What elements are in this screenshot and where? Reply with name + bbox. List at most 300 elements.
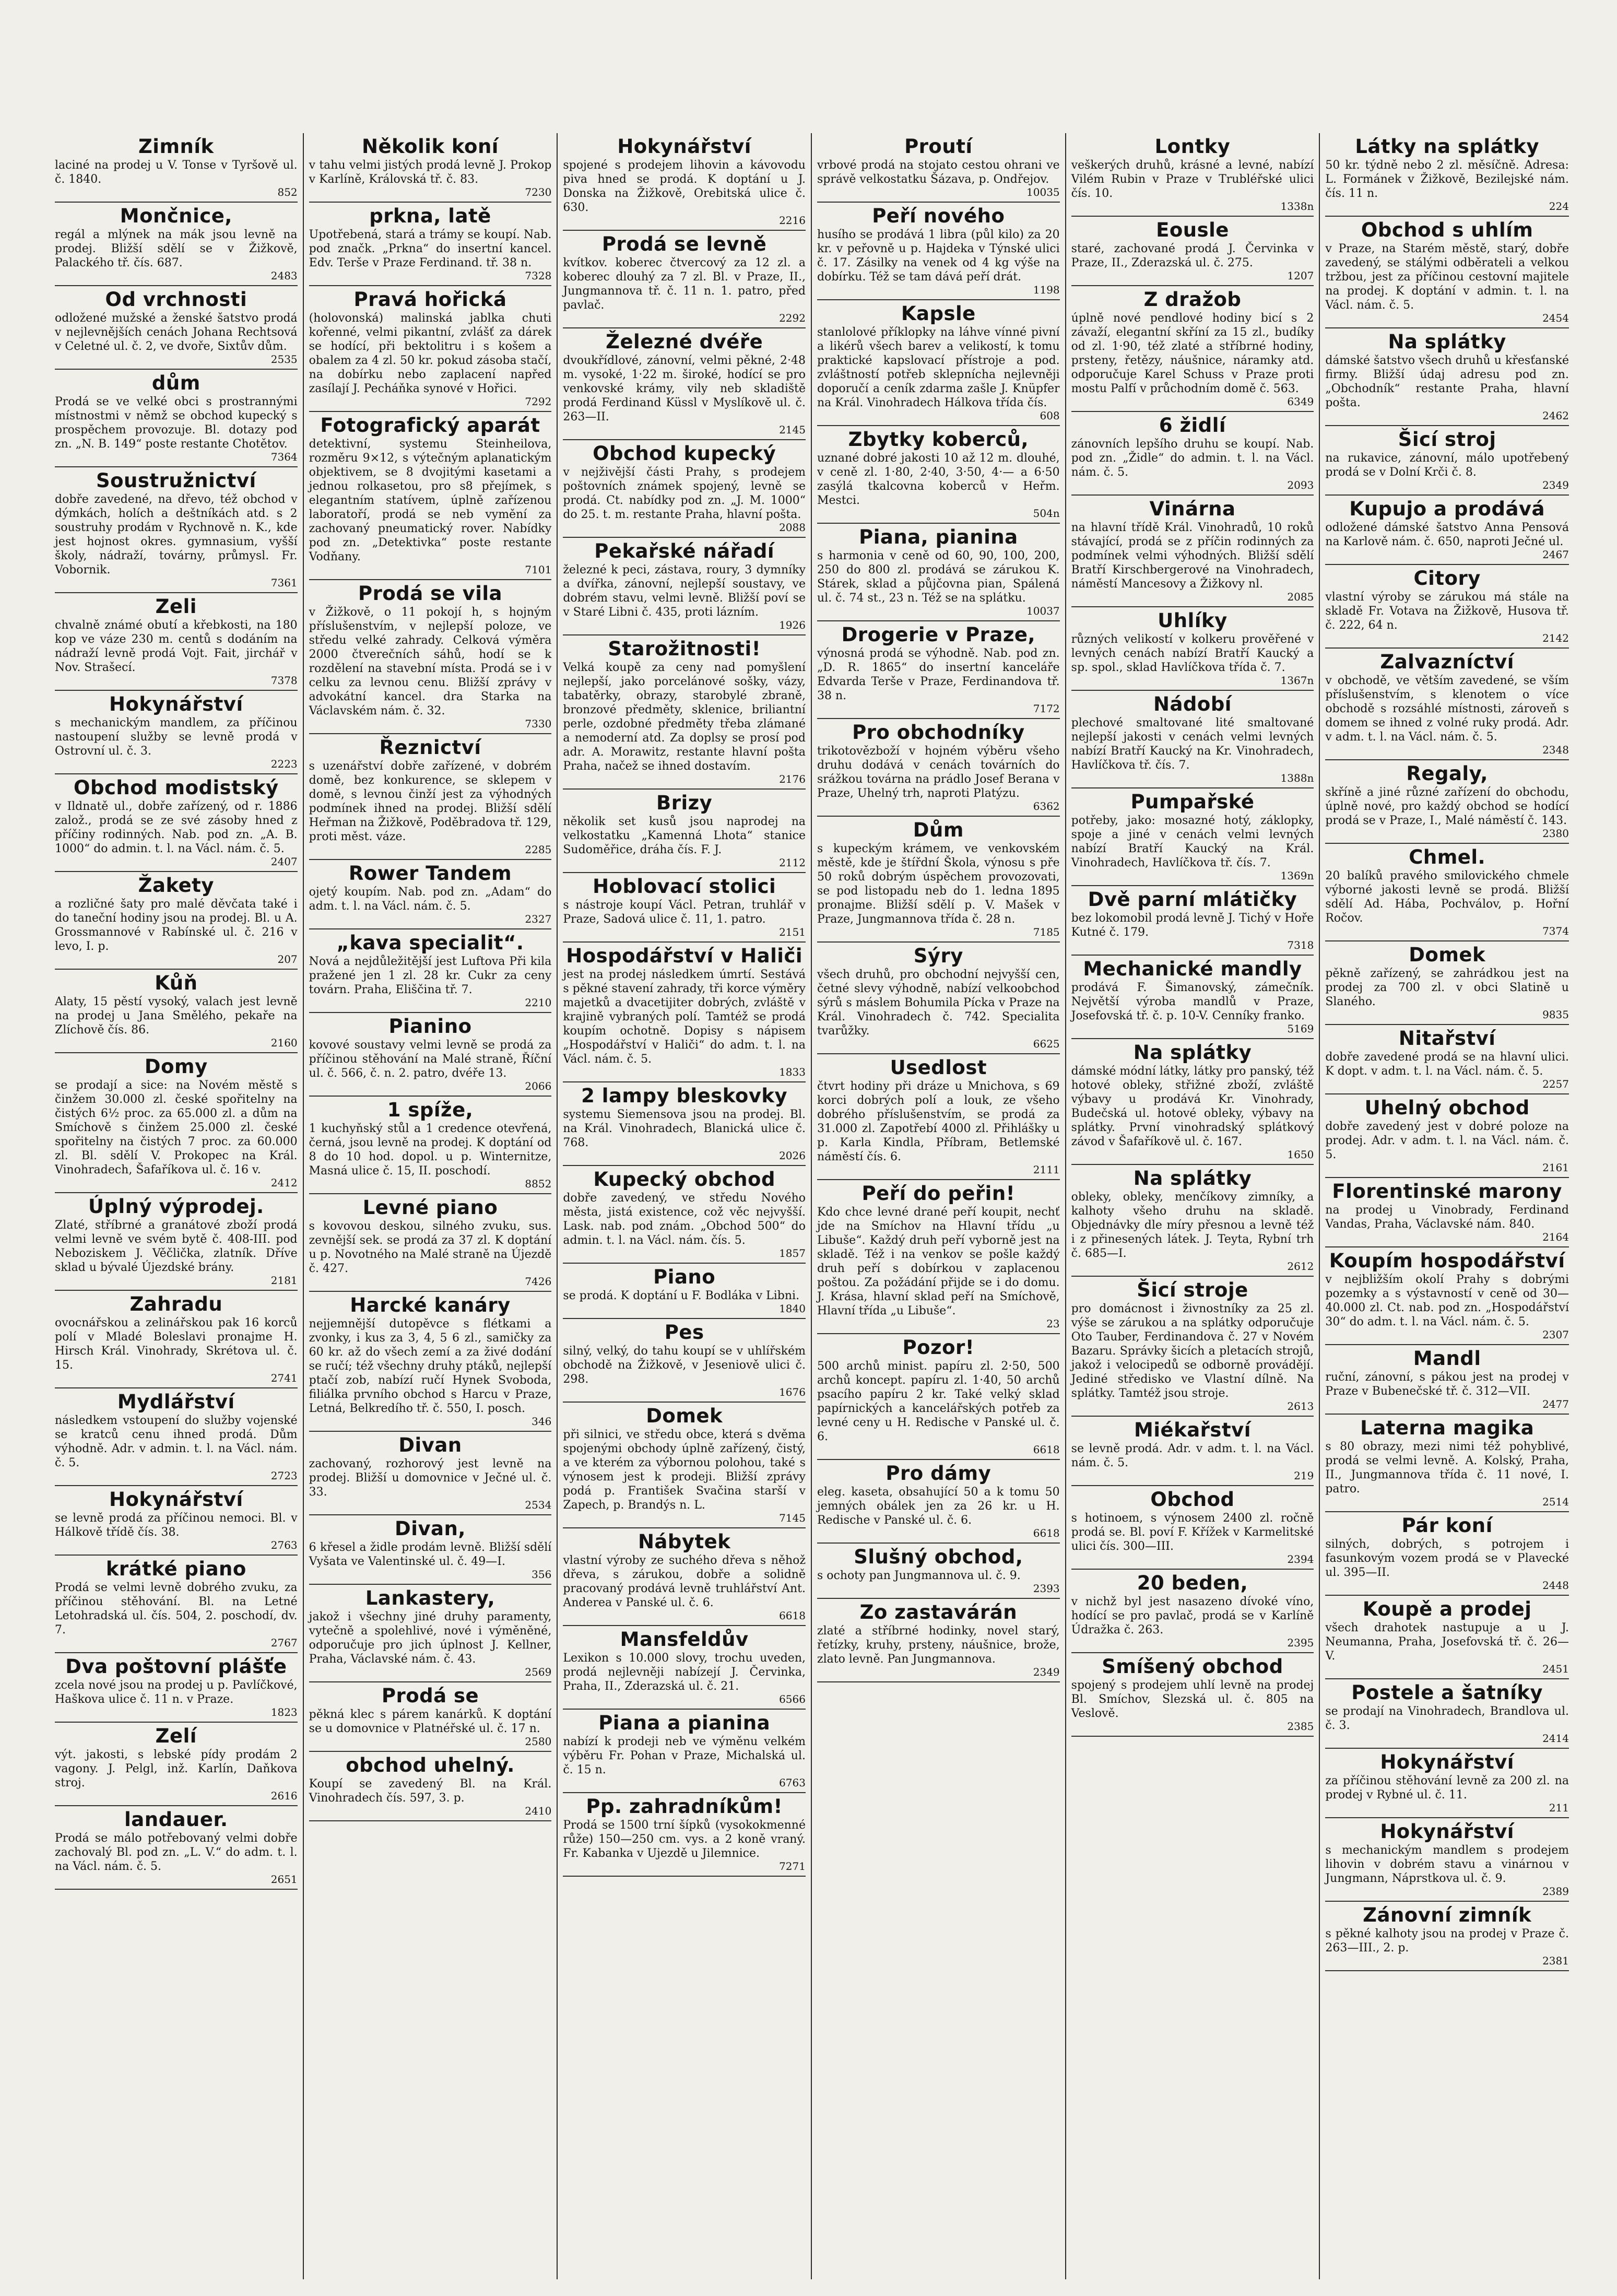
ad-heading: Žakety [138, 874, 214, 897]
ad-body: s harmonia v ceně od 60, 90, 100, 200, 250 do 800 zl. prodává se zárukou K. Stárek, sklad a půjčovna pian, Spálená ul. č. 74 st., 23 n. Též se na splátku. [817, 549, 1060, 605]
ad-heading: Mončnice, [120, 205, 232, 227]
classified-ad [563, 1082, 806, 1166]
ad-body: dvoukřídlové, zánovní, velmi pěkné, 2·48 m. vysoké, 1·22 m. široké, hodící se pro venkovské krámy, vily neb skladiště prodá Ferdinand Küssl v Myslíkově ul. č. 263—II. [563, 354, 806, 423]
ad-heading: Miékařství [1134, 1419, 1251, 1441]
classified-ad [1071, 956, 1314, 1039]
ad-heading: Pp. zahradníkům! [586, 1795, 783, 1818]
ad-heading: Šicí stroje [1137, 1279, 1248, 1301]
ad-code: 2569 [525, 1666, 552, 1678]
ad-heading: Pro dámy [886, 1462, 992, 1485]
ad-heading: Na splátky [1388, 331, 1506, 353]
ad-heading: Hokynářství [1380, 1820, 1514, 1843]
ad-body: jakož i všechny jiné druhy paramenty, vytečně a spolehlivé, nové i výměněné, odporučuje pro jich úplnost J. Kellner, Praha, Václavské nám. č. 43. [309, 1610, 552, 1666]
classified-ad [309, 860, 552, 929]
ad-heading: Řeznictví [379, 736, 481, 759]
ad-body: v nejbližším okolí Prahy s dobrými pozemky a s výstavností v ceně od 30—40.000 zl. Ct. nab. pod zn. „Hospodářství 30“ do adm. t. l. na Václ. nám. č. 5. [1325, 1273, 1569, 1328]
ad-code: 2395 [1287, 1636, 1314, 1649]
ad-body: se prodají na Vinohradech, Brandlova ul. č. 3. [1325, 1705, 1569, 1732]
ad-body: chvalně známé obutí a křebkosti, na 180 kop ve váze 230 m. centů s dodáním na nádraží levně prodá Vojt. Fait, jirchář v Nov. Strašecí. [55, 619, 298, 674]
ad-heading: Zelí [155, 1725, 197, 1747]
ad-code: 2327 [525, 913, 552, 925]
ad-column [558, 133, 812, 2279]
ad-heading: Zalvazníctví [1380, 651, 1514, 673]
classified-ad [563, 873, 806, 943]
ad-heading: Starožitnosti! [608, 638, 761, 660]
ad-body: 1 kuchyňský stůl a 1 credence otevřená, černá, jsou levně na prodej. K doptání od 8 do 10 hod. dopol. u p. Winternitze, Masná ulice č. 15, II. poschodí. [309, 1122, 552, 1178]
ad-heading: Sýry [913, 945, 963, 967]
ad-code: 6566 [779, 1693, 806, 1705]
ad-body: v Žižkově, o 11 pokojí h, s hojným příslušenstvím, v nejlepší poloze, ve středu velké zahrady. Celková výměra 2000 čtverečních sáhů, hodí se k rozdělení na stavební místa. Prodá se i v celku za levnou cenu. Bližší zprávy v advokátní kancel. dra Starka na Václavském nám. č. 32. [309, 606, 552, 717]
ad-body: s 80 obrazy, mezi nimi též pohyblivé, prodá se velmi levně. A. Kolský, Praha, II., Jungmannova třída č. 11 nové, I. patro. [1325, 1440, 1569, 1496]
classified-ad [817, 943, 1060, 1054]
classified-ad [1325, 426, 1569, 496]
ad-code: 2145 [779, 423, 806, 436]
classified-ad [563, 1264, 806, 1319]
classified-ad [817, 524, 1060, 621]
ad-body: regál a mlýnek na mák jsou levně na prodej. Bližší sdělí se v Žižkově, Palackého tř. čís. 687. [55, 228, 298, 269]
ad-body: 50 kr. týdně nebo 2 zl. měsíčně. Adresa: L. Formánek v Žižkově, Bezilejské nám. čís. 11 n. [1325, 159, 1569, 200]
ad-body: nabízí k prodeji neb ve výměnu velkém výběru Fr. Pohan v Praze, Michalská ul. č. 15 n. [563, 1735, 806, 1776]
ad-heading: Pár koní [1401, 1514, 1493, 1537]
ad-code: 6763 [779, 1776, 806, 1789]
ad-heading: Z dražob [1143, 288, 1242, 311]
ad-heading: Divan [398, 1434, 462, 1456]
ad-code: 207 [277, 953, 298, 966]
ad-body: Lexikon s 10.000 slovy, trochu uveden, prodá nejlevněji nabízejí J. Červinka, Praha, II., Zderazská ul. č. 21. [563, 1652, 806, 1693]
classified-ad [563, 635, 806, 790]
ad-code: 7330 [525, 717, 552, 730]
ad-code: 6362 [1033, 800, 1060, 813]
classified-ad [563, 1793, 806, 1877]
classified-ad [563, 133, 806, 231]
ad-body: výnosná prodá se výhodně. Nab. pod zn. „D. R. 1865“ do insertní kanceláře Edvarda Terše v Praze, Ferdinandova tř. 38 n. [817, 647, 1060, 702]
classified-ad [309, 929, 552, 1013]
ad-body: Alaty, 15 pěstí vysoký, valach jest levně na prodej u Jana Smělého, pekaře na Zlíchově čís. 86. [55, 995, 298, 1037]
classified-ad [309, 412, 552, 580]
ad-code: 504n [1033, 507, 1060, 520]
ad-code: 10035 [1026, 186, 1060, 198]
ad-heading: Pumpařské [1130, 791, 1255, 813]
ad-heading: Uhlíky [1158, 609, 1227, 632]
classified-ad [1071, 286, 1314, 412]
ad-heading: Smíšený obchod [1102, 1655, 1283, 1678]
ad-heading: Citory [1413, 567, 1481, 590]
ad-code: 5169 [1287, 1022, 1314, 1035]
ad-code: 7318 [1287, 939, 1314, 951]
ad-body: v Praze, na Starém městě, starý, dobře zavedený, se stálými odběrateli a velkou tržbou, jest za příčinou cestovní majitele na prodej. K doptání v admin. t. l. na Václ. nám. č. 5. [1325, 242, 1569, 312]
ad-code: 2616 [270, 1789, 298, 1802]
classified-ad [309, 1752, 552, 1821]
classified-ad [55, 1486, 298, 1556]
classified-ad [309, 734, 552, 860]
classified-ad [1325, 565, 1569, 649]
ad-heading: Hokynářství [1380, 1751, 1514, 1773]
ad-body: silných, dobrých, s potrojem i fasunkovým vozem prodá se v Plavecké ul. 395—II. [1325, 1538, 1569, 1579]
ad-body: Prodá se velmi levně dobrého zvuku, za příčinou stěhování. Bl. na Letné Letohradská ul. čís. 504, 2. poschodí, dv. 7. [55, 1581, 298, 1636]
ad-body: pěkná klec s párem kanárků. K doptání se u domovnice v Platnéřské ul. č. 17 n. [309, 1708, 552, 1735]
ad-body: Velká koupě za ceny nad pomyšlení nejlepší, jako porcelánové sošky, vázy, tabatěrky, obrazy, starobylé zbraně, bronzové předměty, sklenice, briliantní perle, ozdobné předměty třeba zlámané a nemoderní atd. Za doplsy se prosí pod adr. A. Morawitz, restante hlavní pošta Praha, načež se ihned dostavím. [563, 661, 806, 773]
classified-ad [1071, 1570, 1314, 1653]
ad-heading: Pozor! [902, 1336, 975, 1359]
ad-code: 2181 [270, 1274, 298, 1287]
ad-body: Nová a nejdůležitější jest Luftova Při kila pražené jen 1 zl. 28 kr. Cukr za ceny továrn. Praha, Eliščina tř. 7. [309, 955, 552, 996]
ad-heading: Prodá se vila [358, 582, 503, 605]
ad-body: Prodá se ve velké obci s prostrannými místnostmi v němž se obchod kupecký s prospěchem provozuje. Bl. dotazy pod zn. „N. B. 149“ poste restante Chotětov. [55, 395, 298, 451]
classified-ad [1325, 941, 1569, 1025]
ad-heading: Šicí stroj [1398, 428, 1496, 451]
ad-code: 346 [532, 1415, 552, 1428]
ad-body: s kupeckým krámem, ve venkovském městě, kde je štířdní Škola, výnosu s pře 50 roků dobrým úspěchem provozovati, se pod listopadu neb do 1. ledna 1895 pronajme. Bližší sdělí p. V. Mašek v Praze, Jungmannova třída č. 28 n. [817, 842, 1060, 926]
ad-code: 2767 [270, 1636, 298, 1649]
ad-code: 7292 [525, 395, 552, 408]
ad-body: se prodá. K doptání u F. Bodláka v Libni. [563, 1289, 800, 1302]
ad-body: dobře zavedené, na dřevo, též obchod v dýmkách, holích a deštníkách atd. s 2 soustruhy prodám v Rychnově n. K., kde jest hojnost okres. gymnasium, vyšší školy, nádraží, továrny, průmysl. Fr. Vobornik. [55, 493, 298, 576]
ad-body: 6 křesel a židle prodám levně. Bližší sdělí Vyšata ve Valentinské ul. č. 49—I. [309, 1541, 552, 1568]
classified-ad [1325, 1025, 1569, 1094]
ad-body: odložené mužské a ženské šatstvo prodá v nejlevnějších cenách Johana Rechtsová v Celetné ul. č. 2, ve dvoře, Sixtův dům. [55, 312, 298, 353]
ad-heading: Regaly, [1406, 762, 1488, 785]
classified-ad [309, 1585, 552, 1682]
ad-body: kovové soustavy velmi levně se prodá za příčinou stěhování na Malé straně, Říční ul. č. 566, č. n. 2. patro, dvéře 13. [309, 1039, 552, 1080]
ad-code: 2412 [270, 1176, 298, 1189]
ad-heading: Piano [653, 1266, 716, 1288]
ad-code: 2257 [1542, 1078, 1569, 1090]
ad-code: 1198 [1033, 284, 1060, 296]
ad-body: úplně nové pendlové hodiny bicí s 2 závaží, elegantní skříní za 15 zl., budíky od zl. 1·90, též zlaté a stříbrné hodiny, prsteny, řetězy, náušnice, náramky atd. odporučuje Karel Schuss v Praze proti mostu Palfí v průchodním domě č. 563. [1071, 312, 1314, 395]
ad-body: (holovonská) malinská jablka chuti kořenné, velmi pikantní, zvlášť za dárek se hodící, při bektolitru i s košem a obalem za 4 zl. 50 kr. pokud zásoba stačí, na dobírku nebo zaplacení napřed zasílají J. Pecháňka synové v Hořici. [309, 312, 552, 395]
ad-code: 2164 [1542, 1231, 1569, 1243]
ad-body: prodává F. Šimanovský, zámečník. Největší výroba mandlů v Praze, Josefovská tř. č. p. 10-V. Cenníky franko. [1071, 981, 1314, 1022]
ad-body: jest na prodej následkem úmrtí. Sestává s pěkné stavení zahrady, tři korce výměry majetků a dvacetijiter dobrých, zvláště v krajině vybraných polí. Tamtéž se prodá koupím ochotně. Dopisy s nápisem „Hospodářství v Haliči“ do adm. t. l. na Václ. nám. č. 5. [563, 968, 806, 1066]
ad-code: 9835 [1542, 1008, 1569, 1021]
ad-code: 1857 [779, 1247, 806, 1259]
classified-ad [1071, 412, 1314, 496]
ad-code: 2407 [270, 855, 298, 868]
ad-code: 608 [1040, 409, 1060, 422]
ad-code: 2394 [1287, 1553, 1314, 1565]
newspaper-page [50, 133, 1574, 2279]
ad-heading: Mydlářství [117, 1391, 235, 1413]
ad-body: v Ildnatě ul., dobře zařízený, od r. 1886 založ., prodá se ze své zásoby hned z příčiny rodinných. Nab. pod zn. „A. B. 1000“ do admin. t. l. na Václ. nám. č. 5. [55, 800, 298, 855]
ad-code: 2651 [270, 1873, 298, 1886]
ad-heading: Piana, pianina [859, 526, 1018, 548]
ad-body: uznané dobré jakosti 10 až 12 m. dlouhé, v ceně zl. 1·80, 2·40, 3·50, 4·— a 6·50 zasýlá tkalcovna koberců v Heřm. Mestci. [817, 452, 1060, 507]
ad-body: dámské módní látky, látky pro panský, též hotové obleky, střižné zboží, zvláště výbavy u prodává Kr. Vinohrady, Budečská ul. hotové obleky, výbavy na splátky. První vinohradský splátkový závod v Šafaříkově ul. č. 167. [1071, 1065, 1314, 1148]
classified-ad [55, 691, 298, 774]
ad-code: 1676 [779, 1386, 806, 1398]
ad-heading: Obchod modistský [74, 776, 279, 799]
ad-body: čtvrt hodiny při dráze u Mnichova, s 69 korci dobrých polí a louk, ze všeho dobrého příslušenstvím, se prodá za 31.000 zl. Zapotřebí 4000 zl. Přihlášky u p. Karla Kindla, Příbram, Betlemské náměstí čís. 6. [817, 1080, 1060, 1163]
ad-body: železné k peci, zástava, roury, 3 dymníky a dvířka, zánovní, nejlepší soustavy, ve dobrém stavu, velmi levně. Bližší poví se v Staré Libni č. 435, proti lázním. [563, 563, 806, 619]
ad-code: 356 [532, 1568, 552, 1581]
ad-body: výt. jakosti, s lebské pídy prodám 2 vagony. J. Pelgl, inž. Karlín, Daňkova stroj. [55, 1748, 298, 1789]
ad-heading: Postele a šatníky [1351, 1681, 1543, 1704]
ad-code: 1823 [270, 1706, 298, 1718]
ad-code: 2093 [1287, 479, 1314, 491]
ad-heading: Levné piano [362, 1196, 498, 1219]
ad-code: 2026 [779, 1149, 806, 1162]
classified-ad [55, 1556, 298, 1653]
ad-column [304, 133, 558, 2279]
ad-code: 1926 [779, 619, 806, 631]
classified-ad [1325, 1749, 1569, 1818]
ad-body: pěkně zařízený, se zahrádkou jest na prodej za 700 zl. v obci Slatině u Slaného. [1325, 967, 1569, 1008]
ad-code: 2454 [1542, 312, 1569, 324]
ad-body: s mechanickým mandlem s prodejem lihovin v dobrém stavu a vinárnou v Jungmann, Náprstkova ul. č. 9. [1325, 1844, 1569, 1885]
classified-ad [309, 1682, 552, 1752]
ad-body: všech drahotek nastupuje a u J. Neumanna, Praha, Josefovská tř. č. 26—V. [1325, 1621, 1569, 1663]
ad-body: v nejživější části Prahy, s prodejem poštovních známek spojený, levně se prodá. Ct. nabídky pod zn. „J. M. 1000“ do 25. t. m. restante Praha, hlavní pošta. [563, 466, 806, 521]
ad-code: 2111 [1033, 1163, 1060, 1176]
ad-heading: Brizy [656, 792, 713, 814]
ad-heading: Nádobí [1153, 693, 1232, 715]
ad-heading: Hospodářství v Haliči [566, 945, 803, 967]
ad-heading: Obchod s uhlím [1361, 219, 1533, 241]
ad-code: 2307 [1542, 1328, 1569, 1341]
classified-ad [55, 872, 298, 970]
ad-code: 10037 [1026, 605, 1060, 617]
ad-heading: Uhelný obchod [1364, 1097, 1530, 1119]
ad-body: vrbové prodá na stojato cestou ohrani ve správě velkostatku Šázava, p. Ondřejov. [817, 159, 1060, 186]
classified-ad [1071, 886, 1314, 956]
ad-heading: Vinárna [1149, 498, 1236, 520]
classified-ad [1071, 691, 1314, 788]
ad-code: 2066 [525, 1080, 552, 1092]
ad-heading: Piana a pianina [598, 1712, 771, 1734]
classified-ad [309, 1013, 552, 1097]
ad-body: odložené dámské šatstvo Anna Pensová na Karlově nám. č. 650, naproti Ječné ul. [1325, 521, 1569, 548]
classified-ad [1325, 1094, 1569, 1178]
ad-heading: Koupím hospodářství [1329, 1250, 1565, 1272]
ad-body: stanlolové příklopky na láhve vínné pivní a likérů všech barev a velikostí, k tomu praktické kapslovací přístroje a pod. zvláštností potřeb sklepnícha nejlevněji doporučí a ceník zdarma zašle J. Knüpfer na Král. Vinohradech Hálkova třída čís. [817, 326, 1060, 409]
ad-heading: Obchod kupecký [593, 442, 776, 465]
classified-ad [55, 1193, 298, 1291]
ad-code: 2613 [1287, 1400, 1314, 1412]
classified-ad [55, 1653, 298, 1723]
classified-ad [817, 817, 1060, 943]
ad-body: nejjemnější dutopěvce s flétkami a zvonky, i kus za 3, 4, 5 6 zl., samičky za 60 kr. až do všech zemí a za živé dodání se ručí; též všechny druhy ptáků, nejlepší ptačí zob, nabízí ručí Hynek Svoboda, filiálka prvního obchod s Harcu v Praze, Letná, Belkredího tř. č. 550, I. posch. [309, 1317, 552, 1415]
classified-ad [55, 1806, 298, 1890]
ad-heading: Peří do peřin! [861, 1182, 1016, 1205]
ad-code: 7361 [270, 576, 298, 589]
ad-body: a rozličné šaty pro malé děvčata také i do taneční hodiny jsou na prodej. Bl. u A. Grossmannové v Rabínské ul. č. 216 v levo, I. p. [55, 898, 298, 953]
ad-body: 20 balíků pravého smilovického chmele výborné jakosti levně se prodá. Bližší sdělí Ad. Hába, Pochválov, p. Hořní Ročov. [1325, 869, 1569, 925]
ad-body: s uzenářství dobře zařízené, v dobrém domě, bez konkurence, se sklepem v domě, s levnou činží jest za výhodných podmínek ihned na prodej. Bližší sdělí Heřman na Žižkově, Poděbradova tř. 129, proti měst. váze. [309, 760, 552, 843]
ad-code: 219 [1294, 1469, 1314, 1482]
classified-ad [817, 1054, 1060, 1180]
ad-body: staré, zachované prodá J. Červinka v Praze, II., Zderazská ul. č. 275. [1071, 242, 1314, 269]
classified-ad [55, 370, 298, 467]
ad-heading: Dům [913, 819, 964, 841]
ad-body: ovocnářskou a zelinářskou pak 16 korců polí v Mladé Boleslavi pronajme H. Hirsch Král. Vinohrady, Skrétova ul. č. 15. [55, 1316, 298, 1372]
ad-heading: Mansfeldův [620, 1628, 749, 1651]
ad-heading: 6 židlí [1159, 414, 1226, 437]
ad-code: 7378 [270, 674, 298, 687]
ad-body: při silnici, ve středu obce, která s dvěma spojenými obchody úplně zařízený, čistý, a ve kterém za výbornou polohou, také s výnosem jest k prodeji. Bližší zprávy podá p. František Svačina starší v Zapech, p. Brandýs n. L. [563, 1428, 806, 1512]
ad-body: zcela nové jsou na prodej u p. Pavlíčkové, Haškova ulice č. 11 n. v Praze. [55, 1679, 298, 1706]
ad-heading: Peří nového [872, 205, 1005, 227]
classified-ad [309, 1432, 552, 1515]
classified-ad [55, 593, 298, 691]
ad-heading: Pes [664, 1321, 704, 1344]
classified-ad [1325, 1178, 1569, 1247]
classified-ad [817, 203, 1060, 300]
ad-code: 2112 [779, 856, 806, 869]
ad-heading: prkna, latě [369, 205, 491, 227]
ad-code: 1367n [1280, 674, 1314, 687]
ad-heading: Zahradu [129, 1293, 223, 1315]
ad-body: spojený s prodejem uhlí levně na prodej Bl. Smíchov, Slezská ul. č. 805 na Veslově. [1071, 1679, 1314, 1720]
ad-body: se levně prodá za příčinou nemoci. Bl. v Hálkově třídě čís. 38. [55, 1512, 298, 1539]
ad-body: vlastní výroby se zárukou má stále na skladě Fr. Votava na Žižkově, Husova tř. č. 222, 64 n. [1325, 591, 1569, 632]
ad-heading: Látky na splátky [1355, 135, 1539, 158]
ad-heading: krátké piano [105, 1558, 246, 1580]
ad-code: 23 [1046, 1317, 1060, 1330]
classified-ad [563, 790, 806, 873]
ad-heading: Mandl [1413, 1347, 1481, 1370]
classified-ad [55, 467, 298, 593]
ad-code: 6625 [1033, 1038, 1060, 1050]
ad-code: 8852 [525, 1178, 552, 1190]
ad-body: dobře zavedený jest v dobré poloze na prodej. Adr. v adm. t. l. na Václ. nám. č. 5. [1325, 1120, 1569, 1161]
ad-code: 2176 [779, 773, 806, 785]
ad-heading: obchod uhelný. [346, 1754, 515, 1776]
ad-body: Kdo chce levné drané peří koupit, nechť jde na Smíchov na Hlavní třídu „u Libuše“. Každý druh peří vyborně jest na skladě. Též i na venkov se pošle každý druh peří s dobírkou v zaplacenou poštou. Za požádání přijde se i do domu. J. Krása, hlavní sklad peří na Smíchově, Hlavní třída „u Libuše“. [817, 1206, 1060, 1317]
ad-body: spojené s prodejem lihovin a kávovodu piva hned se prodá. K doptání u J. Donska na Žižkově, Orebitská ulice č. 630. [563, 159, 806, 214]
classified-ad [1325, 1247, 1569, 1345]
ad-heading: Zeli [155, 595, 197, 618]
classified-ad [309, 286, 552, 412]
ad-code: 2534 [525, 1499, 552, 1511]
classified-ad [563, 1319, 806, 1403]
ad-heading: Usedlost [890, 1056, 987, 1079]
classified-ad [1325, 760, 1569, 844]
classified-ad [817, 621, 1060, 719]
ad-body: husího se prodává 1 libra (půl kilo) za 20 kr. v peřovně u p. Hajdeka v Týnské ulici č. 17. Zásilky na venek od 4 kg výše na dobírku. Též se tam dává peří drát. [817, 228, 1060, 284]
classified-ad [563, 538, 806, 635]
ad-code: 6618 [779, 1609, 806, 1622]
classified-ad [817, 426, 1060, 524]
ad-code: 2223 [270, 758, 298, 770]
classified-ad [309, 1515, 552, 1585]
ad-body: s nástroje koupí Václ. Petran, truhlář v Praze, Sadová ulice č. 11, 1. patro. [563, 899, 806, 926]
ad-body: dobře zavedené prodá se na hlavní ulici. K dopt. v adm. t. l. na Václ. nám. č. 5. [1325, 1051, 1569, 1078]
classified-ad [1071, 217, 1314, 286]
ad-code: 2514 [1542, 1496, 1569, 1508]
classified-ad [1071, 1165, 1314, 1277]
ad-heading: Prodá se levně [601, 233, 767, 255]
ad-code: 2161 [1542, 1161, 1569, 1174]
ad-body: Zlaté, stříbrné a granátové zboží prodá velmi levně ve svém bytě č. 408-III. pod Neboziskem J. Věčlička, zlatník. Dříve sklad u bývalé Újezdské brány. [55, 1219, 298, 1274]
ad-body: Upotřebená, stará a trámy se koupí. Nab. pod značk. „Prkna“ do insertní kancel. Edv. Terše v Praze Ferdinand. tř. 38 n. [309, 228, 552, 269]
ad-body: kvítkov. koberec čtvercový za 12 zl. a koberec dlouhý za 7 zl. Bl. v Praze, II., Jungmannova tř. č. 11 n. 1. patro, před pavlač. [563, 256, 806, 312]
ad-heading: Dva poštovní plášťe [65, 1655, 287, 1678]
classified-ad [1071, 133, 1314, 217]
ad-body: skříně a jiné různé zařízení do obchodu, úplně nové, pro každý obchod se hodící prodá se v Praze, I., Malé náměstí č. 143. [1325, 786, 1569, 827]
ad-heading: Hokynářství [109, 693, 243, 715]
ad-code: 2349 [1033, 1666, 1060, 1678]
ad-code: 7426 [525, 1275, 552, 1288]
classified-ad [563, 1166, 806, 1264]
ad-heading: Pravá hořická [353, 288, 507, 311]
ad-heading: Harcké kanáry [350, 1294, 511, 1316]
ad-heading: Dvě parní mlátičky [1088, 888, 1297, 911]
ad-body: systemu Siemensova jsou na prodej. Bl. na Král. Vinohradech, Blanická ulice č. 768. [563, 1108, 806, 1149]
ad-code: 7101 [525, 563, 552, 576]
ad-body: silný, velký, do tahu koupí se v uhlířském obchodě na Žižkově, v Jeseniově ulici č. 298. [563, 1345, 806, 1386]
classified-ad [309, 133, 552, 203]
ad-code: 2349 [1542, 479, 1569, 491]
ad-code: 2448 [1542, 1579, 1569, 1592]
ad-body: několik set kusů jsou naprodej na velkostatku „Kamenná Lhota“ stanice Sudoměřice, dráha čís. F. J. [563, 815, 806, 856]
classified-ad [1325, 649, 1569, 760]
ad-body: s mechanickým mandlem, za příčinou nastoupení služby se levně prodá v Ostrovní ul. č. 3. [55, 716, 298, 758]
ad-heading: Eousle [1156, 219, 1229, 241]
ad-body: na rukavice, zánovní, málo upotřebený prodá se v Dolní Krči č. 8. [1325, 452, 1569, 479]
ad-heading: Několik koní [361, 135, 499, 158]
classified-ad [309, 580, 552, 734]
ad-code: 2580 [525, 1735, 552, 1748]
ad-code: 2142 [1542, 632, 1569, 644]
ad-code: 1650 [1287, 1148, 1314, 1161]
classified-ad [817, 1544, 1060, 1599]
ad-code: 2451 [1542, 1663, 1569, 1675]
classified-ad [1325, 496, 1569, 565]
ad-heading: Laterna magika [1360, 1417, 1535, 1439]
classified-ad [1325, 1596, 1569, 1679]
classified-ad [817, 1180, 1060, 1334]
ad-body: zánovních lepšího druhu se koupí. Nab. pod zn. „Židle“ do admin. t. l. na Václ. nám. č. 5. [1071, 438, 1314, 479]
ad-heading: Florentinské marony [1332, 1180, 1562, 1203]
ad-body: dámské šatstvo všech druhů u křesťanské firmy. Bližší údaj adresu pod zn. „Obchodník“ restante Praha, hlavní pošta. [1325, 354, 1569, 409]
ad-body: na prodej u Vinobrady, Ferdinand Vandas, Praha, Václavské nám. 840. [1325, 1204, 1569, 1231]
ad-heading: Lontky [1154, 135, 1231, 158]
ad-body: ruční, zánovní, s pákou jest na prodej v Praze v Bubenečské tř. č. 312—VII. [1325, 1371, 1569, 1398]
ad-heading: Proutí [904, 135, 973, 158]
ad-heading: „kava specialit“. [336, 932, 524, 954]
ad-heading: Domy [144, 1055, 208, 1078]
ad-code: 211 [1549, 1802, 1569, 1814]
ad-code: 2380 [1542, 827, 1569, 840]
ad-heading: landauer. [124, 1808, 228, 1831]
ad-code: 2292 [779, 312, 806, 324]
ad-body: v nichž byl jest nasazeno dívoké víno, hodící se pro pavlač, prodá se v Karlíně Údražka č. 263. [1071, 1595, 1314, 1636]
ad-heading: Koupě a prodej [1362, 1598, 1532, 1620]
classified-ad [309, 1097, 552, 1194]
ad-code: 7145 [779, 1512, 806, 1524]
ad-code: 1833 [779, 1066, 806, 1078]
classified-ad [563, 328, 806, 440]
classified-ad [309, 1292, 552, 1432]
ad-body: v tahu velmi jistých prodá levně J. Prokop v Karlíně, Královská tř. č. 83. [309, 159, 552, 186]
ad-heading: Soustružnictví [96, 469, 256, 492]
ad-code: 2467 [1542, 548, 1569, 561]
ad-column [1066, 133, 1320, 2279]
ad-body: zachovaný, rozhorový jest levně na prodej. Bližší u domovnice v Ječné ul. č. 33. [309, 1457, 552, 1499]
ad-body: laciné na prodej u V. Tonse v Tyršově ul. č. 1840. [55, 159, 298, 186]
ad-heading: Kupecký obchod [593, 1168, 775, 1191]
classified-ad [55, 203, 298, 286]
classified-ad [1325, 1679, 1569, 1749]
ad-heading: Zánovní zimník [1363, 1904, 1532, 1926]
classified-ad [1071, 788, 1314, 886]
classified-ad [817, 1460, 1060, 1544]
ad-body: různých velikostí v kolkeru prověřené v levných cenách nabízí Bratří Kaucký a sp. spol., sklad Havlíčkova třída č. 7. [1071, 633, 1314, 674]
ad-body: detektivní, systemu Steinheilova, rozměru 9×12, s výtečným aplanatickým objektivem, se 8 dvojitými kasetami a jednou rolkasetou, pro s8 přejímek, s elegantním statívem, úplně zařízenou laboratoří, prodá se neb vymění za zachovaný pneumatický rover. Nabídky pod zn. „Detektivka“ poste restante Vodňany. [309, 438, 552, 563]
ad-body: v obchodě, ve větším zavedené, se vším příslušenstvím, s klenotem o více obchodě s rozsáhlé místnosti, zároveň s domem se ihned z volné ruky prodá. Adr. v adm. t. l. na Václ. nám. č. 5. [1325, 674, 1569, 744]
ad-body: Koupí se zavedený Bl. na Král. Vinohradech čís. 597, 3. p. [309, 1777, 552, 1805]
ad-code: 7230 [525, 186, 552, 198]
